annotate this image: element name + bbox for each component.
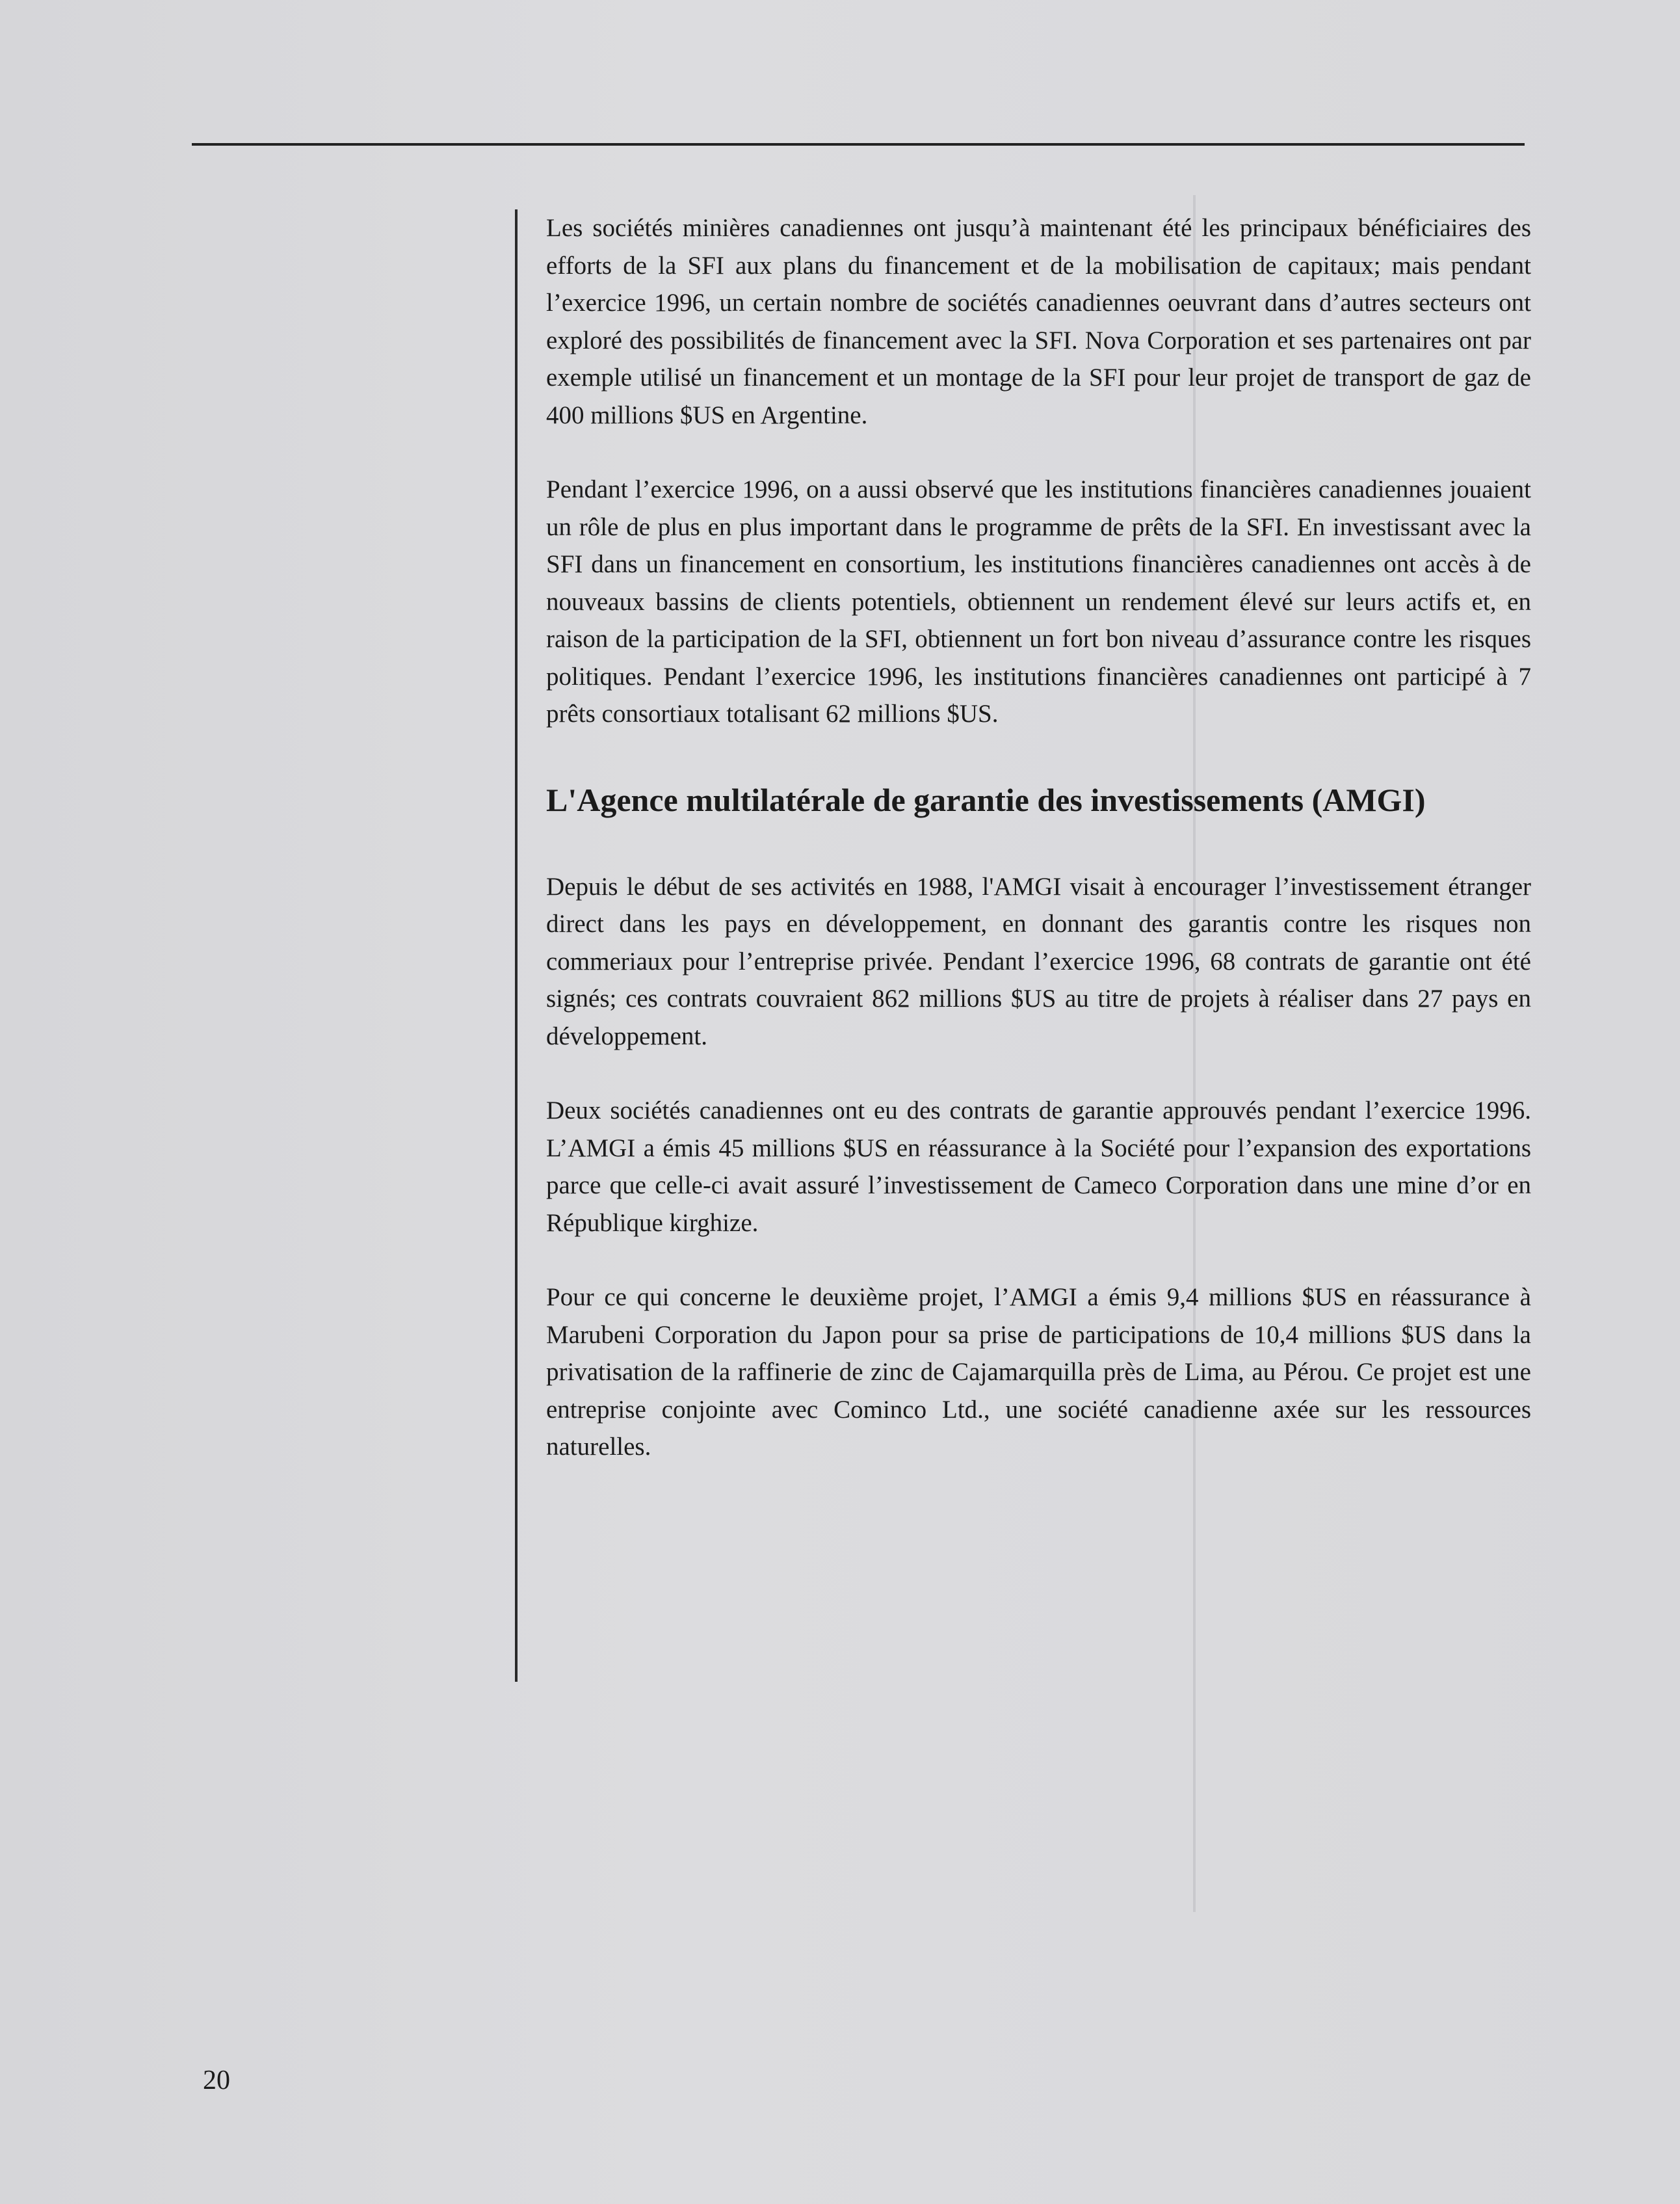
page-number: 20 <box>203 2065 230 2095</box>
header-rule <box>192 143 1525 146</box>
paragraph-amgi-activities: Depuis le début de ses activités en 1988, l'AMGI visait à encourager l’investissement étranger direct dans les pays en développement, en donnant des garantis contre les risques non commeriaux pour l’entreprise privée. Pendant l’exercice 1996, 68 contrats de garantie ont été signés; ces contrats couvraient 862 millions $US au titre de projets à réaliser dans 27 pays en développement. <box>546 872 1531 1050</box>
section-heading-amgi: L'Agence multilatérale de garantie des investissements (AMGI) <box>546 781 1426 818</box>
paragraph-cameco-guarantee: Deux sociétés canadiennes ont eu des contrats de garantie approuvés pendant l’exercice 1996. L’AMGI a émis 45 millions $US en réassurance à la Société pour l’expansion des exportations parce que celle-ci avait assuré l’investissement de Cameco Corporation dans une mine d’or en République kirghize. <box>546 1096 1531 1237</box>
paragraph-financial-institutions: Pendant l’exercice 1996, on a aussi observé que les institutions financières canadiennes jouaient un rôle de plus en plus important dans le programme de prêts de la SFI. En investissant avec la SFI dans un financement en consortium, les institutions financières canadiennes ont accès à de nouveaux bassins de clients potentiels, obtiennent un rendement élevé sur leurs actifs et, en raison de la participation de la SFI, obtiennent un fort bon niveau d’assurance contre les risques politiques. Pendant l’exercice 1996, les institutions financières canadiennes ont participé à 7 prêts consortiaux totalisant 62 millions $US. <box>546 475 1531 728</box>
paragraph-marubeni-project: Pour ce qui concerne le deuxième projet, l’AMGI a émis 9,4 millions $US en réassurance à Marubeni Corporation du Japon pour sa prise de participations de 10,4 millions $US dans la privatisation de la raffinerie de zinc de Cajamarquilla près de Lima, au Pérou. Ce projet est une entreprise conjointe avec Cominco Ltd., une société canadienne axée sur les ressources naturelles. <box>546 1283 1531 1461</box>
margin-rule <box>515 209 518 1682</box>
paragraph-mining-companies: Les sociétés minières canadiennes ont jusqu’à maintenant été les principaux bénéficiaires des efforts de la SFI aux plans du financement et de la mobilisation de capitaux; mais pendant l’exercice 1996, un certain nombre de sociétés canadiennes oeuvrant dans d’autres secteurs ont exploré des possibilités de financement avec la SFI. Nova Corporation et ses partenaires ont par exemple utilisé un financement et un montage de la SFI pour leur projet de transport de gaz de 400 millions $US en Argentine. <box>546 214 1531 429</box>
main-text-column <box>546 209 1531 1466</box>
